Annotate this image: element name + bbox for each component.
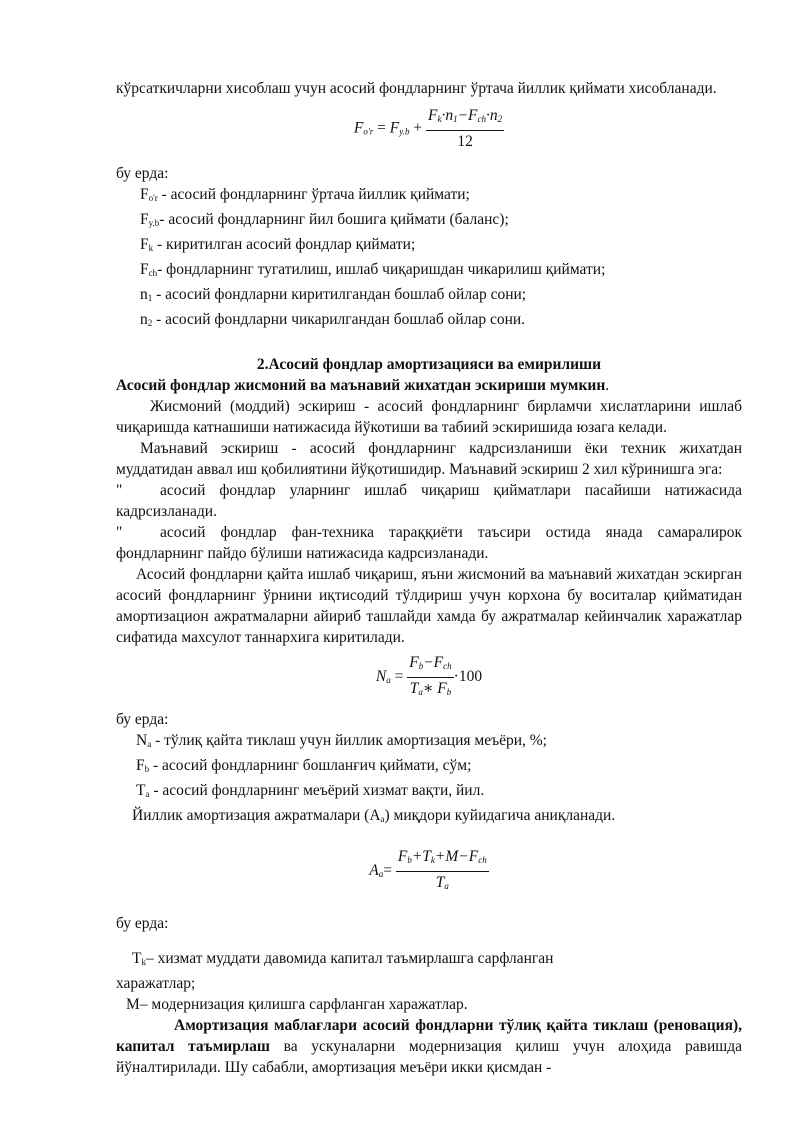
definition-item: $F_{o'r}$ - асосий фондларнинг ўртача йиллик қиймати; (140, 186, 470, 203)
fraction: $\frac{F_k\cdot n_1-F_{ch}\cdot n_2}{12}$ (427, 107, 503, 150)
definition-item: $F_k$ - киритилган асосий фондлар қиймати; (140, 236, 416, 253)
definition-m: M– модернизация қилишга сарфланган харажатлар. (126, 996, 468, 1013)
document-page (116, 78, 742, 1078)
formula-annual-amortization: $A_a=$ $\frac{F_b+T_k+M-F_{ch}}{T_a}$ (116, 846, 742, 897)
paragraph-physical-wear: Жисмоний (моддий) эскириш - асосий фондларнинг бирламчи хислатларини ишлаб чиқаришда катнашиши натижасида йўкотиши ва табиий эскиришида юзага келади. (116, 398, 742, 436)
definitions-list (116, 184, 742, 334)
fraction: $\frac{F_b+T_k+M-F_{ch}}{T_a}$ (397, 848, 487, 891)
definition-item: $T_a$ - асосий фондларнинг меъёрий хизмат вақти, йил. (136, 782, 485, 799)
definition-item: $F_{y.b}-$ асосий фондларнинг йил бошига қиймати (баланс); (140, 211, 509, 228)
paragraph-moral-wear: Маънавий эскириш - асосий фондларнинг кадрсизланиши ёки техник жихатдан муддатидан аввал иш қобилиятини йўқотишидир. Маънавий эскириш 2 хил кўринишга эга: (116, 440, 742, 478)
definition-item: $N_a$ - тўлиқ қайта тиклаш учун йиллик амортизация меъёри, %; (136, 732, 547, 749)
definition-item: $n_1$ - асосий фондларни киритилгандан бошлаб ойлар сони; (140, 286, 527, 303)
where-label: бу ерда: (116, 165, 169, 182)
where-label: бу ерда: (116, 915, 169, 932)
bold-statement: Асосий фондлар жисмоний ва маънавий жихатдан эскириши мумкин. (116, 377, 610, 394)
definitions-list (116, 730, 742, 805)
definition-tk: $T_k-$ хизмат муддати давомида капитал таъмирлашга сарфланган (132, 950, 554, 967)
paragraph-recovery: Асосий фондларни қайта ишлаб чиқариш, яъни жисмоний ва маънавий жихатдан эскирган асосий фондларнинг ўрнини иқтисодий тўлдириш учун корхона бу воситалар қийматидан амортизацион ажратмаларни айириб ташлайди хамда бу ажратмалар кейинчалик харажатлар сифатида махсулот таннархига киритилади. (116, 566, 742, 646)
definition-item: $F_{ch}-$ фондларнинг тугатилиш, ишлаб чиқаришдан чикарилиш қиймати; (140, 261, 606, 278)
fraction: $\frac{F_b-F_{ch}}{T_a∗ F_b}$ (409, 654, 452, 697)
formula-amortization-rate: $N_a$ = $\frac{F_b-F_{ch}}{T_a∗ F_b}$ ·100 (116, 652, 742, 703)
definition-tk-continued: харажатлар; (116, 975, 196, 992)
section-heading: 2.Асосий фондлар амортизацияси ва емирилиши (256, 356, 602, 373)
intro-paragraph: кўрсаткичларни хисоблаш учун асосий фондларнинг ўртача йиллик қиймати хисобланади. (116, 80, 717, 97)
where-label: бу ерда: (116, 711, 169, 728)
formula-average-annual-value: $F_{o'r} = F_{y.b}$ + $\frac{F_k\cdot n_1-F_{ch}\cdot n_2}{12}$ (116, 105, 742, 153)
bullet-item: " асосий фондлар фан-техника тараққиёти таъсири остида янада самаралирок фондларнинг пайдо бўлиши натижасида кадрсизланади. (116, 524, 742, 562)
bullet-item: " асосий фондлар уларнинг ишлаб чиқариш қийматлари пасайиши натижасида кадрсизланади. (116, 482, 742, 520)
paragraph-amortization-funds: Амортизация маблағлари асосий фондларни тўлиқ қайта тиклаш (реновация), капитал таъмирлаш ва ускуналарни модернизация қилиш учун алоҳида равишда йўналтирилади. Шу сабабли, амортизация меъёри икки қисмдан - (116, 1017, 742, 1076)
definition-item: $F_b$ - асосий фондларнинг бошланғич қиймати, сўм; (136, 757, 472, 774)
annual-amortization-line: Йиллик амортизация ажратмалари $(А_a)$ миқдори куйидагича аниқланади. (132, 807, 616, 824)
definition-item: $n_2$ - асосий фондларни чикарилгандан бошлаб ойлар сони. (140, 311, 526, 328)
